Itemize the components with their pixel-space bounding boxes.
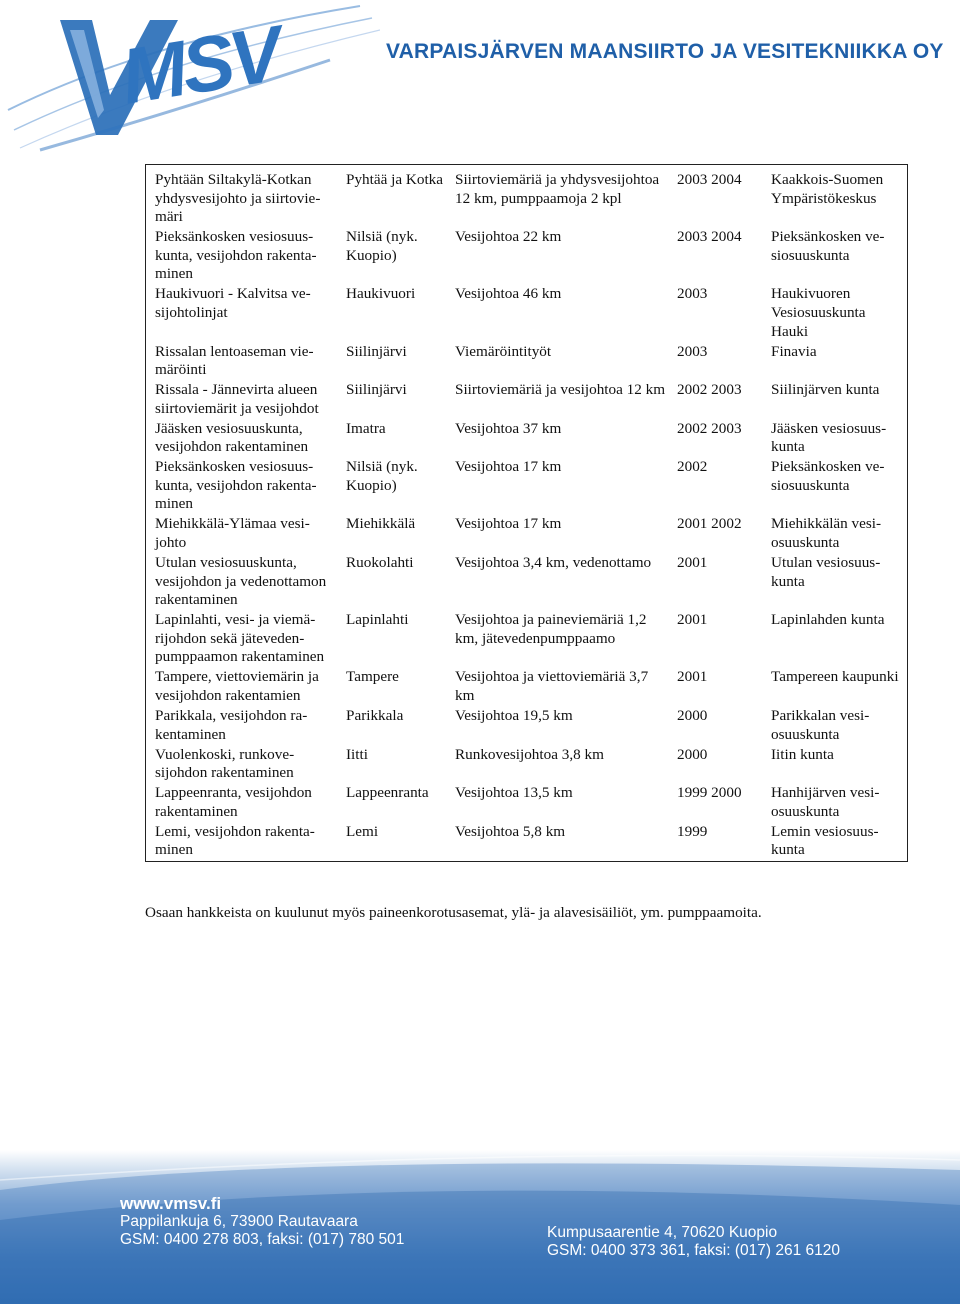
project-years: 2001 2002: [677, 515, 742, 533]
right-address: Kumpusaarentie 4, 70620 Kuopio: [547, 1224, 778, 1241]
project-description: Vesijohtoa 17 km: [455, 458, 562, 476]
table-row: [146, 784, 907, 823]
left-address: Pappilankuja 6, 73900 Rautavaara: [120, 1213, 358, 1230]
project-client: Iitin kunta: [771, 745, 834, 763]
project-location: Nilsiä (nyk. Kuopio): [346, 228, 418, 264]
project-location: Lappeenranta: [346, 784, 429, 802]
project-location: Parikkala: [346, 706, 404, 724]
project-name: Pieksänkosken vesiosuuskunta, vesijohdon rakentaminen: [155, 228, 317, 283]
project-name: Miehikkälä-Ylämaa vesijohto: [155, 515, 310, 552]
footer-right-contact: [547, 1224, 840, 1260]
table-row: [146, 515, 907, 554]
project-client: Parikkalan vesiosuuskunta: [771, 706, 870, 743]
project-years: 2000: [677, 706, 708, 724]
table-row: [146, 420, 907, 459]
project-location: Iitti: [346, 745, 368, 763]
table-row: [146, 381, 907, 420]
project-name: Lappeenranta, vesijohdon rakentaminen: [155, 784, 312, 820]
table-row: [146, 554, 907, 611]
project-name: Vuolenkoski, runkovesijohdon rakentaminen: [155, 745, 295, 782]
project-client: Lemin vesiosuuskunta: [771, 822, 879, 859]
project-location: Miehikkälä: [346, 515, 416, 533]
table-row: [146, 611, 907, 668]
project-years: 2003: [677, 285, 708, 303]
table-row: [146, 165, 907, 228]
project-name: Pyhtään Siltakylä-Kotkan yhdysvesijohto ja siirtoviemäri: [155, 171, 321, 226]
project-description: Vesijohtoa 3,4 km, vedenottamo: [455, 554, 652, 571]
project-years: 2003 2004: [677, 171, 742, 188]
project-description: Vesijohtoa 17 km: [455, 515, 562, 533]
project-name: Pieksänkosken vesiosuuskunta, vesijohdon rakentaminen: [155, 458, 317, 513]
project-location: Tampere: [346, 668, 399, 686]
project-location: Siilinjärvi: [346, 342, 407, 360]
project-years: 2001: [677, 611, 708, 629]
project-location: Nilsiä (nyk. Kuopio): [346, 458, 418, 494]
project-client: Pieksänkosken vesiosuuskunta: [771, 458, 885, 494]
table-row: [146, 285, 907, 342]
project-location: Siilinjärvi: [346, 381, 407, 399]
project-years: 2003: [677, 342, 708, 360]
right-phone: GSM: 0400 373 361, faksi: (017) 261 6120: [547, 1242, 840, 1259]
table-row: [146, 343, 907, 382]
project-client: Kaakkois-Suomen Ympäristökeskus: [771, 171, 884, 207]
project-client: Tampereen kaupunki: [771, 668, 899, 686]
project-client: Miehikkälän vesiosuuskunta: [771, 515, 882, 552]
project-name: Parikkala, vesijohdon rakentaminen: [155, 706, 308, 743]
table-row: [146, 823, 907, 862]
logo-lettering: MSV: [115, 9, 285, 121]
project-name: Rissalan lentoaseman viemäröinti: [155, 342, 314, 379]
project-description: Vesijohtoa ja paineviemäriä 1,2 km, jätevedenpumppaamo: [455, 611, 647, 647]
project-location: Ruokolahti: [346, 554, 414, 571]
footnote: Osaan hankkeista on kuulunut myös paineenkorotusasemat, ylä- ja alavesisäiliöt, ym. pumppaamoita.: [145, 904, 762, 921]
table-row: [146, 746, 907, 785]
project-years: 2001: [677, 668, 708, 686]
project-description: Vesijohtoa 37 km: [455, 419, 562, 437]
project-description: Vesijohtoa 13,5 km: [455, 784, 573, 802]
company-name: VARPAISJÄRVEN MAANSIIRTO JA VESITEKNIIKKA OY: [386, 40, 944, 63]
project-years: 2001: [677, 554, 708, 571]
project-years: 2002: [677, 458, 708, 476]
project-name: Lapinlahti, vesi- ja viemärijohdon sekä jätevedenpumppaamon rakentaminen: [155, 611, 325, 666]
project-description: Vesijohtoa 22 km: [455, 228, 562, 246]
project-name: Rissala - Jännevirta alueen siirtoviemärit ja vesijohdot: [155, 381, 319, 417]
project-description: Siirtoviemäriä ja yhdysvesijohtoa 12 km, pumppaamoja 2 kpl: [455, 171, 660, 207]
table-row: [146, 668, 907, 707]
project-client: Finavia: [771, 342, 817, 360]
projects-table: [145, 164, 908, 862]
project-years: 2002 2003: [677, 381, 742, 399]
project-name: Lemi, vesijohdon rakentaminen: [155, 822, 315, 859]
project-name: Jääsken vesiosuuskunta, vesijohdon rakentaminen: [155, 419, 309, 456]
project-years: 1999: [677, 822, 708, 840]
project-client: Utulan vesiosuuskunta: [771, 554, 881, 590]
project-years: 1999 2000: [677, 784, 742, 802]
table-row: [146, 228, 907, 285]
project-years: 2003 2004: [677, 228, 742, 246]
project-client: Pieksänkosken vesiosuuskunta: [771, 228, 885, 264]
website-link[interactable]: www.vmsv.fi: [120, 1194, 222, 1213]
project-description: Runkovesijohtoa 3,8 km: [455, 745, 604, 763]
project-description: Vesijohtoa 5,8 km: [455, 822, 566, 840]
project-years: 2000: [677, 745, 708, 763]
project-name: Haukivuori - Kalvitsa vesijohtolinjat: [155, 285, 311, 321]
project-location: Imatra: [346, 419, 386, 437]
project-client: Hanhijärven vesiosuuskunta: [771, 784, 880, 820]
project-location: Lemi: [346, 822, 379, 840]
footer-left-contact: [120, 1195, 404, 1249]
table-row: [146, 458, 907, 515]
project-description: Siirtoviemäriä ja vesijohtoa 12 km: [455, 381, 666, 399]
project-client: Lapinlahden kunta: [771, 611, 885, 629]
project-description: Viemäröintityöt: [455, 342, 552, 360]
project-name: Utulan vesiosuuskunta, vesijohdon ja vedenottamon rakentaminen: [155, 554, 327, 609]
project-location: Lapinlahti: [346, 611, 409, 629]
project-description: Vesijohtoa ja viettoviemäriä 3,7 km: [455, 668, 649, 704]
project-years: 2002 2003: [677, 419, 742, 437]
page-footer: [0, 1150, 960, 1304]
project-client: Jääsken vesiosuuskunta: [771, 419, 887, 456]
project-name: Tampere, viettoviemärin ja vesijohdon rakentamien: [155, 668, 319, 704]
company-logo: [0, 0, 380, 160]
project-description: Vesijohtoa 19,5 km: [455, 706, 573, 724]
project-client: Siilinjärven kunta: [771, 381, 880, 399]
project-client: Haukivuoren Vesiosuuskunta Hauki: [771, 285, 866, 340]
page-header: [0, 0, 960, 160]
project-location: Pyhtää ja Kotka: [346, 171, 444, 188]
project-location: Haukivuori: [346, 285, 416, 303]
table-row: [146, 707, 907, 746]
project-description: Vesijohtoa 46 km: [455, 285, 562, 303]
left-phone: GSM: 0400 278 803, faksi: (017) 780 501: [120, 1231, 405, 1248]
